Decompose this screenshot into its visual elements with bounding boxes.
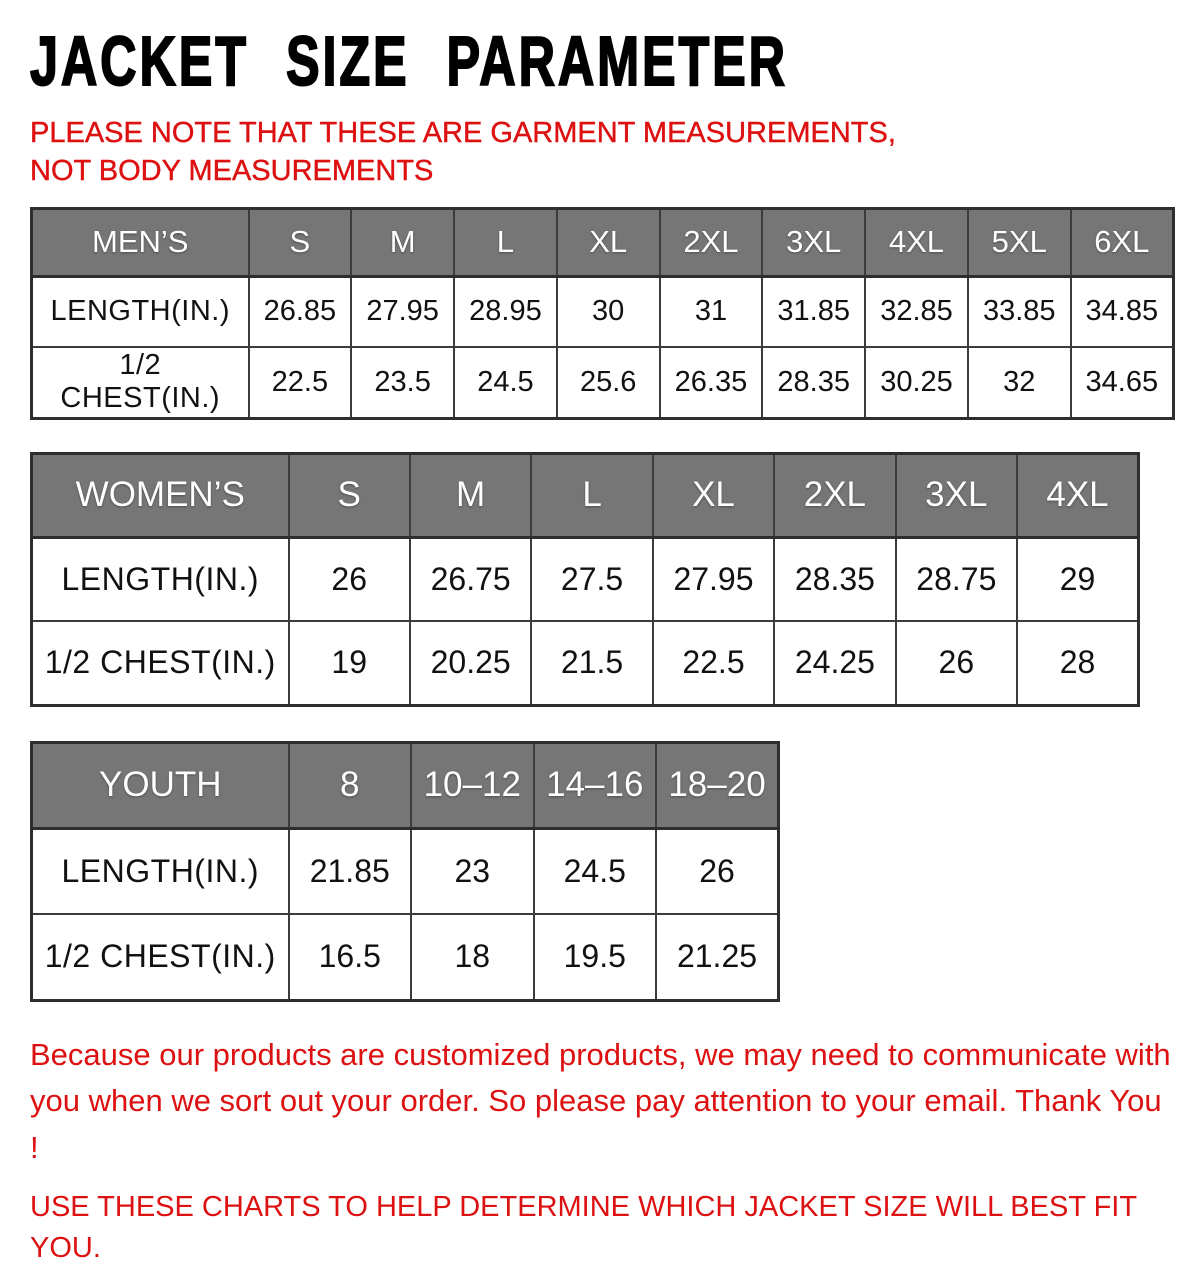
size-col-header: M xyxy=(410,453,531,537)
size-col-header: 14–16 xyxy=(534,742,657,828)
size-col-header: S xyxy=(249,208,352,276)
value-cell: 28 xyxy=(1017,621,1138,705)
customization-notice: Because our products are customized products, we may need to communicate with you when we sort out your order. So please pay attention to your email. Thank You ! xyxy=(30,1036,1171,1165)
size-col-header: 8 xyxy=(289,742,412,828)
value-cell: 20.25 xyxy=(410,621,531,705)
value-cell: 21.25 xyxy=(656,914,779,1000)
youth-chest-row xyxy=(32,914,779,1000)
row-label-cell: LENGTH(IN.) xyxy=(32,276,249,347)
value-cell: 21.5 xyxy=(531,621,652,705)
value-cell: 28.35 xyxy=(774,537,895,621)
value-cell: 34.65 xyxy=(1071,347,1174,418)
value-cell: 26.35 xyxy=(660,347,763,418)
value-cell: 18 xyxy=(411,914,534,1000)
chart-usage-note: USE THESE CHARTS TO HELP DETERMINE WHICH JACKET SIZE WILL BEST FIT YOU. xyxy=(30,1191,1137,1264)
womens-header-row xyxy=(32,453,1139,537)
value-cell: 26.75 xyxy=(410,537,531,621)
womens-chest-row xyxy=(32,621,1139,705)
size-col-header: XL xyxy=(653,453,774,537)
size-col-header: XL xyxy=(557,208,660,276)
size-col-header: 4XL xyxy=(865,208,968,276)
mens-length-row xyxy=(32,276,1174,347)
value-cell: 34.85 xyxy=(1071,276,1174,347)
value-cell: 26 xyxy=(289,537,410,621)
value-cell: 27.95 xyxy=(653,537,774,621)
value-cell: 31.85 xyxy=(762,276,865,347)
value-cell: 28.75 xyxy=(896,537,1017,621)
value-cell: 23.5 xyxy=(351,347,454,418)
size-col-header: L xyxy=(531,453,652,537)
value-cell: 29 xyxy=(1017,537,1138,621)
value-cell: 28.35 xyxy=(762,347,865,418)
value-cell: 30.25 xyxy=(865,347,968,418)
value-cell: 26 xyxy=(656,828,779,914)
row-label-cell: LENGTH(IN.) xyxy=(32,537,289,621)
size-col-header: 3XL xyxy=(762,208,865,276)
value-cell: 30 xyxy=(557,276,660,347)
value-cell: 24.5 xyxy=(534,828,657,914)
value-cell: 19.5 xyxy=(534,914,657,1000)
value-cell: 26.85 xyxy=(249,276,352,347)
value-cell: 32 xyxy=(968,347,1071,418)
size-col-header: 18–20 xyxy=(656,742,779,828)
mens-size-table xyxy=(30,207,1175,420)
value-cell: 24.25 xyxy=(774,621,895,705)
value-cell: 27.95 xyxy=(351,276,454,347)
youth-table-title-cell: YOUTH xyxy=(32,742,289,828)
value-cell: 32.85 xyxy=(865,276,968,347)
value-cell: 33.85 xyxy=(968,276,1071,347)
size-col-header: 2XL xyxy=(774,453,895,537)
size-col-header: 5XL xyxy=(968,208,1071,276)
womens-size-table xyxy=(30,452,1140,707)
row-label-cell: 1/2 CHEST(IN.) xyxy=(32,914,289,1000)
value-cell: 16.5 xyxy=(289,914,412,1000)
page-title xyxy=(30,22,1170,100)
youth-header-row xyxy=(32,742,779,828)
value-cell: 23 xyxy=(411,828,534,914)
value-cell: 24.5 xyxy=(454,347,557,418)
womens-table-title-cell: WOMEN’S xyxy=(32,453,289,537)
size-col-header: 3XL xyxy=(896,453,1017,537)
garment-measurement-note: PLEASE NOTE THAT THESE ARE GARMENT MEASUREMENTS, NOT BODY MEASUREMENTS xyxy=(30,117,896,188)
value-cell: 31 xyxy=(660,276,763,347)
size-col-header: 2XL xyxy=(660,208,763,276)
page-title-text: JACKET SIZE PARAMETER xyxy=(30,22,788,100)
value-cell: 22.5 xyxy=(249,347,352,418)
womens-length-row xyxy=(32,537,1139,621)
mens-chest-row xyxy=(32,347,1174,418)
youth-size-table xyxy=(30,741,780,1002)
size-col-header: 4XL xyxy=(1017,453,1138,537)
value-cell: 26 xyxy=(896,621,1017,705)
row-label-cell: 1/2 CHEST(IN.) xyxy=(32,621,289,705)
row-label-cell: 1/2 CHEST(IN.) xyxy=(32,347,249,418)
size-col-header: L xyxy=(454,208,557,276)
mens-table-title-cell: MEN’S xyxy=(32,208,249,276)
value-cell: 25.6 xyxy=(557,347,660,418)
mens-header-row xyxy=(32,208,1174,276)
size-col-header: 6XL xyxy=(1071,208,1174,276)
row-label-cell: LENGTH(IN.) xyxy=(32,828,289,914)
value-cell: 22.5 xyxy=(653,621,774,705)
size-col-header: M xyxy=(351,208,454,276)
value-cell: 21.85 xyxy=(289,828,412,914)
size-col-header: S xyxy=(289,453,410,537)
value-cell: 19 xyxy=(289,621,410,705)
value-cell: 27.5 xyxy=(531,537,652,621)
value-cell: 28.95 xyxy=(454,276,557,347)
size-col-header: 10–12 xyxy=(411,742,534,828)
youth-length-row xyxy=(32,828,779,914)
